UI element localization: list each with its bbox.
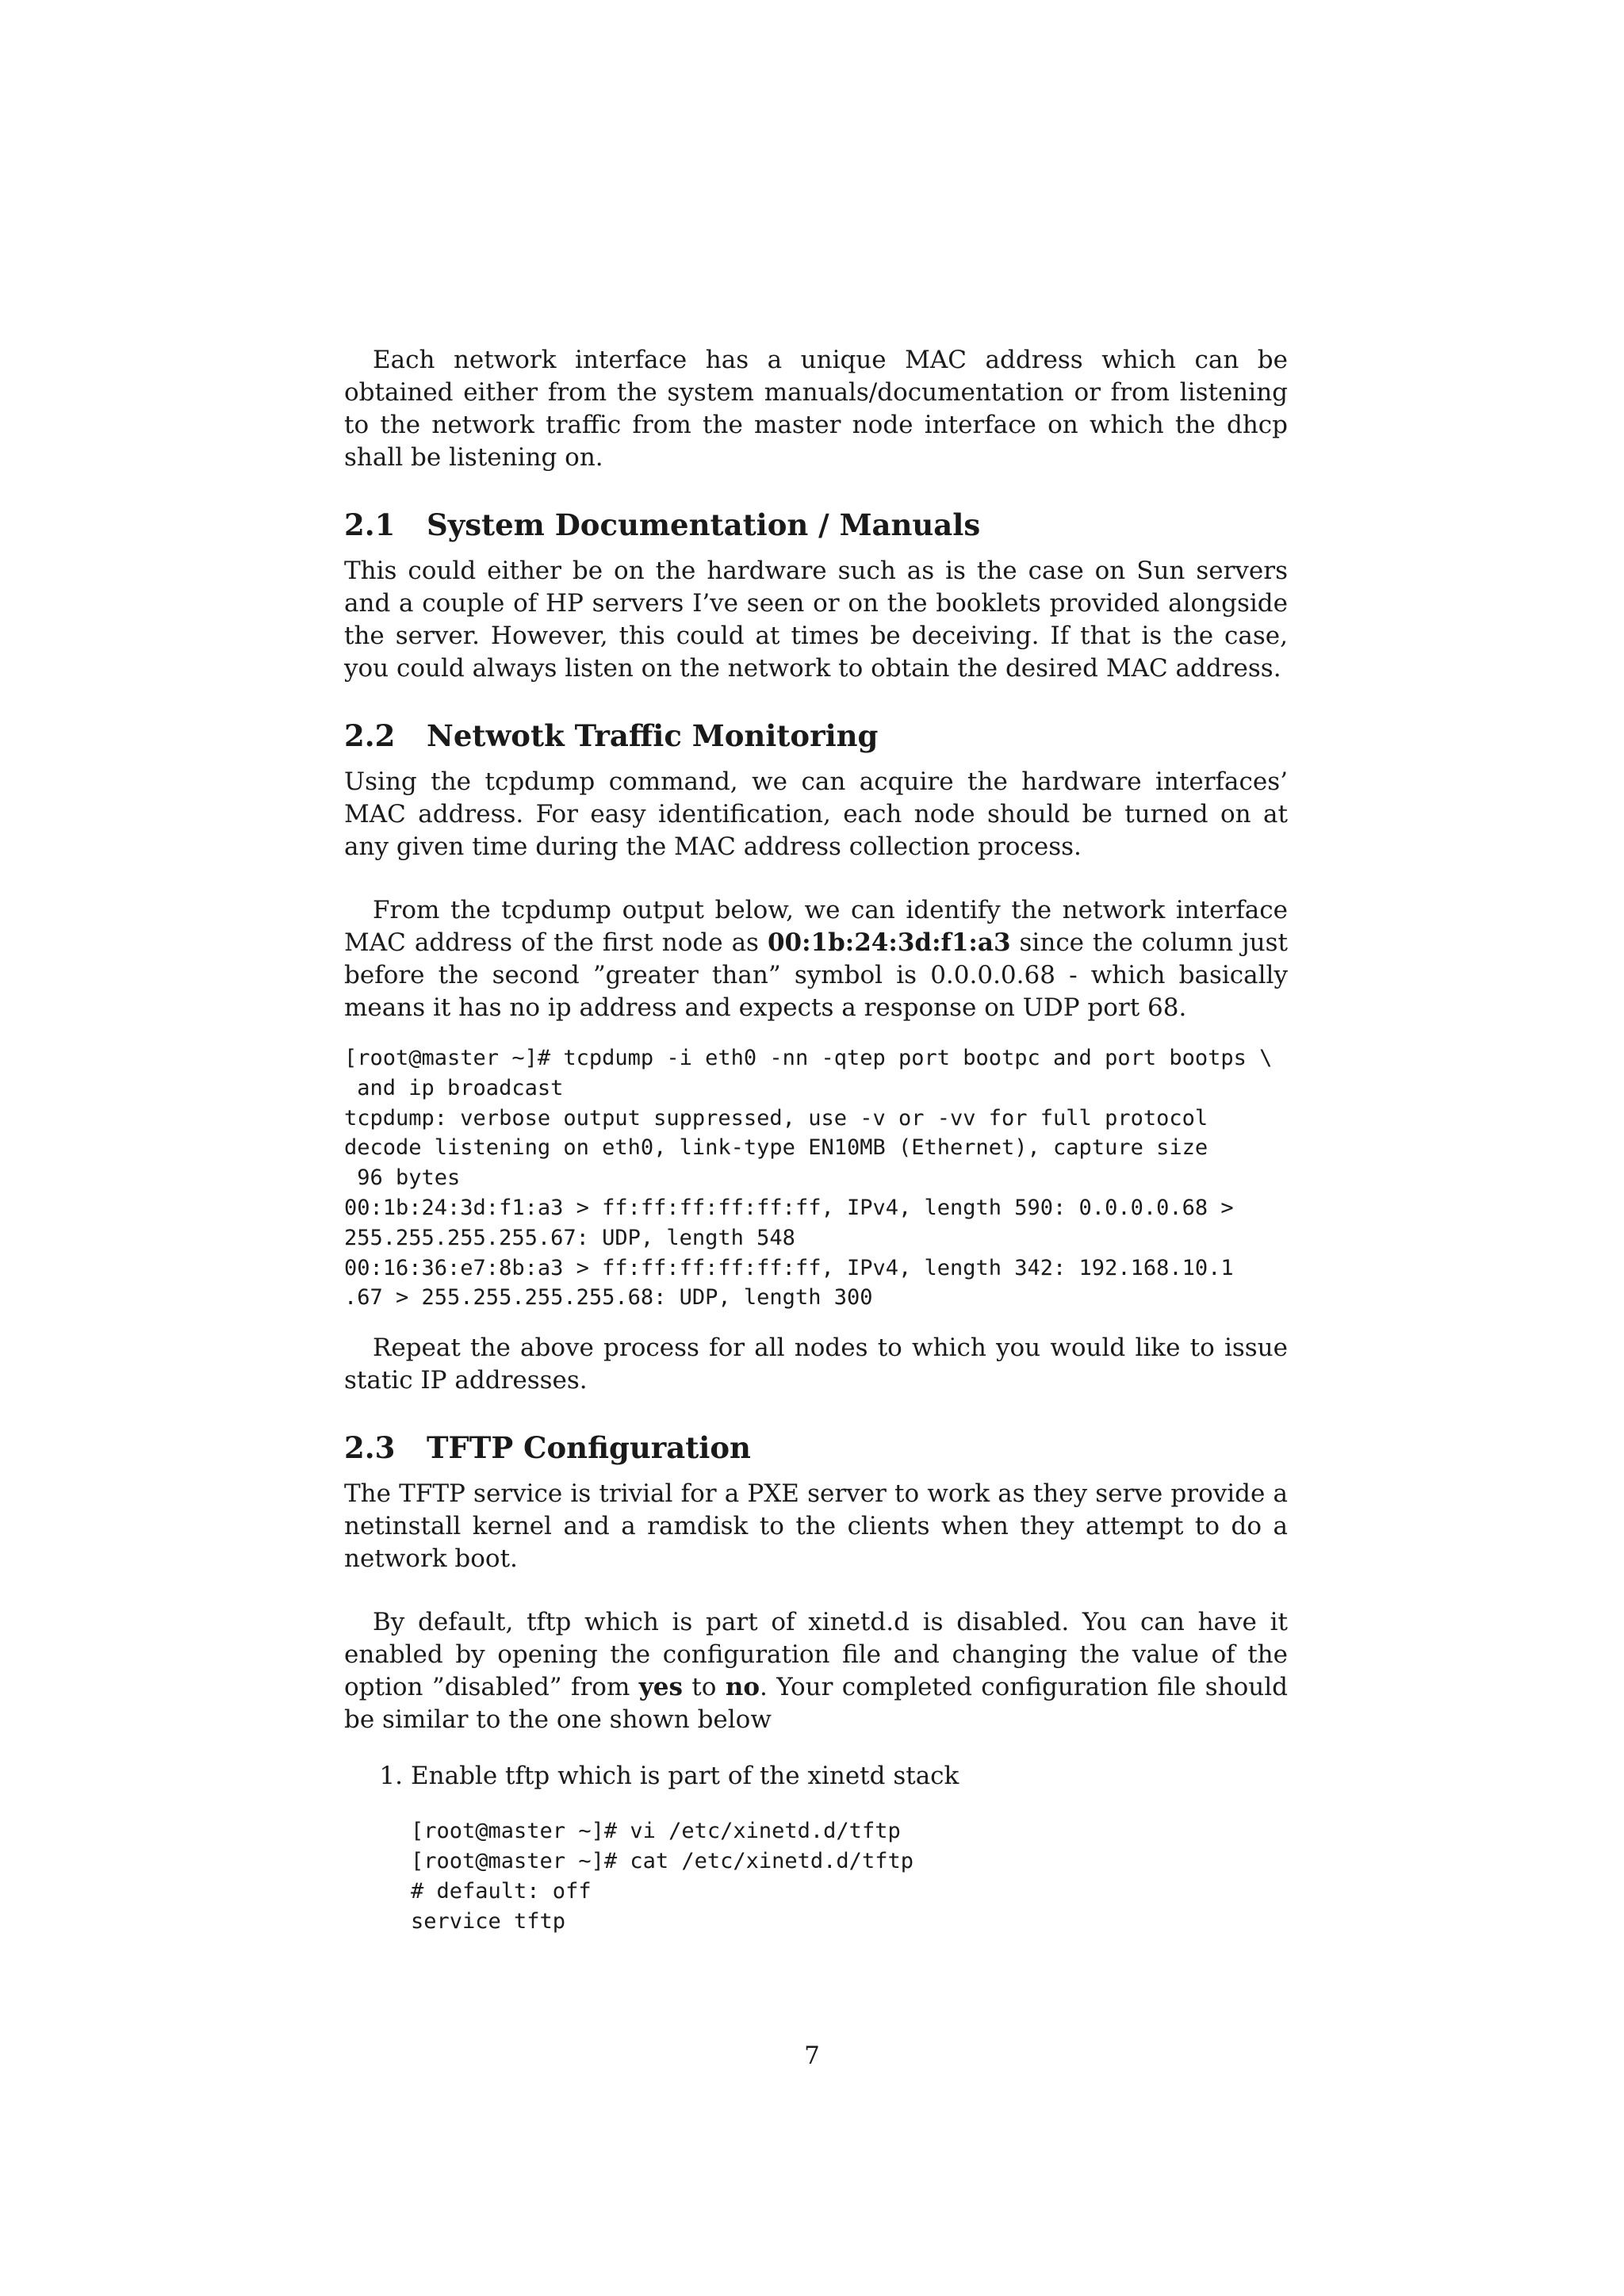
text-run: . Your completed configuration file should be similar to the one shown below [344, 1673, 1289, 1735]
list-item-number: 1. [379, 1762, 403, 1791]
section-title: System Documentation / Manuals [427, 507, 981, 542]
document-page [344, 344, 1288, 1936]
section-title: Netwotk Traffic Monitoring [427, 718, 879, 753]
list-item [344, 1760, 1288, 1936]
bold-no: no [725, 1673, 760, 1702]
list-item-text: Enable tftp which is part of the xinetd stack [411, 1762, 959, 1791]
section-number: 2.3 [344, 1430, 396, 1466]
numbered-list [344, 1760, 1288, 1936]
intro-paragraph: Each network interface has a unique MAC address which can be obtained either from the system manuals/documentation or from listening to the network traffic from the master node interface on which the dhcp shall be listening on. [344, 346, 1288, 472]
tcpdump-code-block: [root@master ~]# tcpdump -i eth0 -nn -qtep port bootpc and port bootps \ and ip broadcast tcpdump: verbose output suppressed, use -v or -vv for full protocol decode listening on eth0, link-type EN10MB (Ethernet), capture size 96 bytes 00:1b:24:3d:f1:a3 > ff:ff:ff:ff:ff:ff, IPv4, length 590: 0.0.0.0.68 > 255.255.255.255.67: UDP, length 548 00:16:36:e7:8b:a3 > ff:ff:ff:ff:ff:ff, IPv4, length 342: 192.168.10.1 .67 > 255.255.255.255.68: UDP, length 300 [344, 1046, 1273, 1311]
section-number: 2.1 [344, 507, 396, 542]
section-number: 2.2 [344, 718, 396, 753]
section-2-3-paragraph-2 [344, 1606, 1288, 1736]
page-number: 7 [804, 2042, 820, 2070]
text-run: to [682, 1673, 726, 1702]
section-2-2-paragraph-2 [344, 894, 1288, 1024]
tftp-code-block: [root@master ~]# vi /etc/xinetd.d/tftp [root@master ~]# cat /etc/xinetd.d/tftp # default: off service tftp [411, 1819, 914, 1934]
repeat-paragraph: Repeat the above process for all nodes to which you would like to issue static IP addresses. [344, 1334, 1288, 1395]
section-heading-2-1 [344, 506, 1288, 544]
section-2-3-body: The TFTP service is trivial for a PXE server to work as they serve provide a netinstall kernel and a ramdisk to the clients when they attempt to do a network boot. [344, 1479, 1288, 1574]
text-run: By default, tftp which is part of xinetd.d is disabled. You can have it enabled by opening the configuration file and changing the value of the option ”disabled” from [344, 1608, 1288, 1702]
text-run: since the column just before the second ”greater than” symbol is 0.0.0.0.68 - which basically means it has no ip address and expects a response on UDP port 68. [344, 928, 1288, 1022]
section-heading-2-2 [344, 717, 1288, 755]
text-run: From the tcpdump output below, we can identify the network interface MAC address of the first node as [344, 896, 1288, 957]
bold-yes: yes [638, 1673, 683, 1702]
section-title: TFTP Configuration [427, 1430, 751, 1466]
section-2-2-body: Using the tcpdump command, we can acquire the hardware interfaces’ MAC address. For easy identification, each node should be turned on at any given time during the MAC address collection process. [344, 767, 1288, 861]
section-2-1-body: This could either be on the hardware such as is the case on Sun servers and a couple of HP servers I’ve seen or on the booklets provided alongside the server. However, this could at times be deceiving. If that is the case, you could always listen on the network to obtain the desired MAC address. [344, 557, 1288, 683]
mac-address-bold: 00:1b:24:3d:f1:a3 [767, 928, 1011, 957]
section-heading-2-3 [344, 1429, 1288, 1467]
